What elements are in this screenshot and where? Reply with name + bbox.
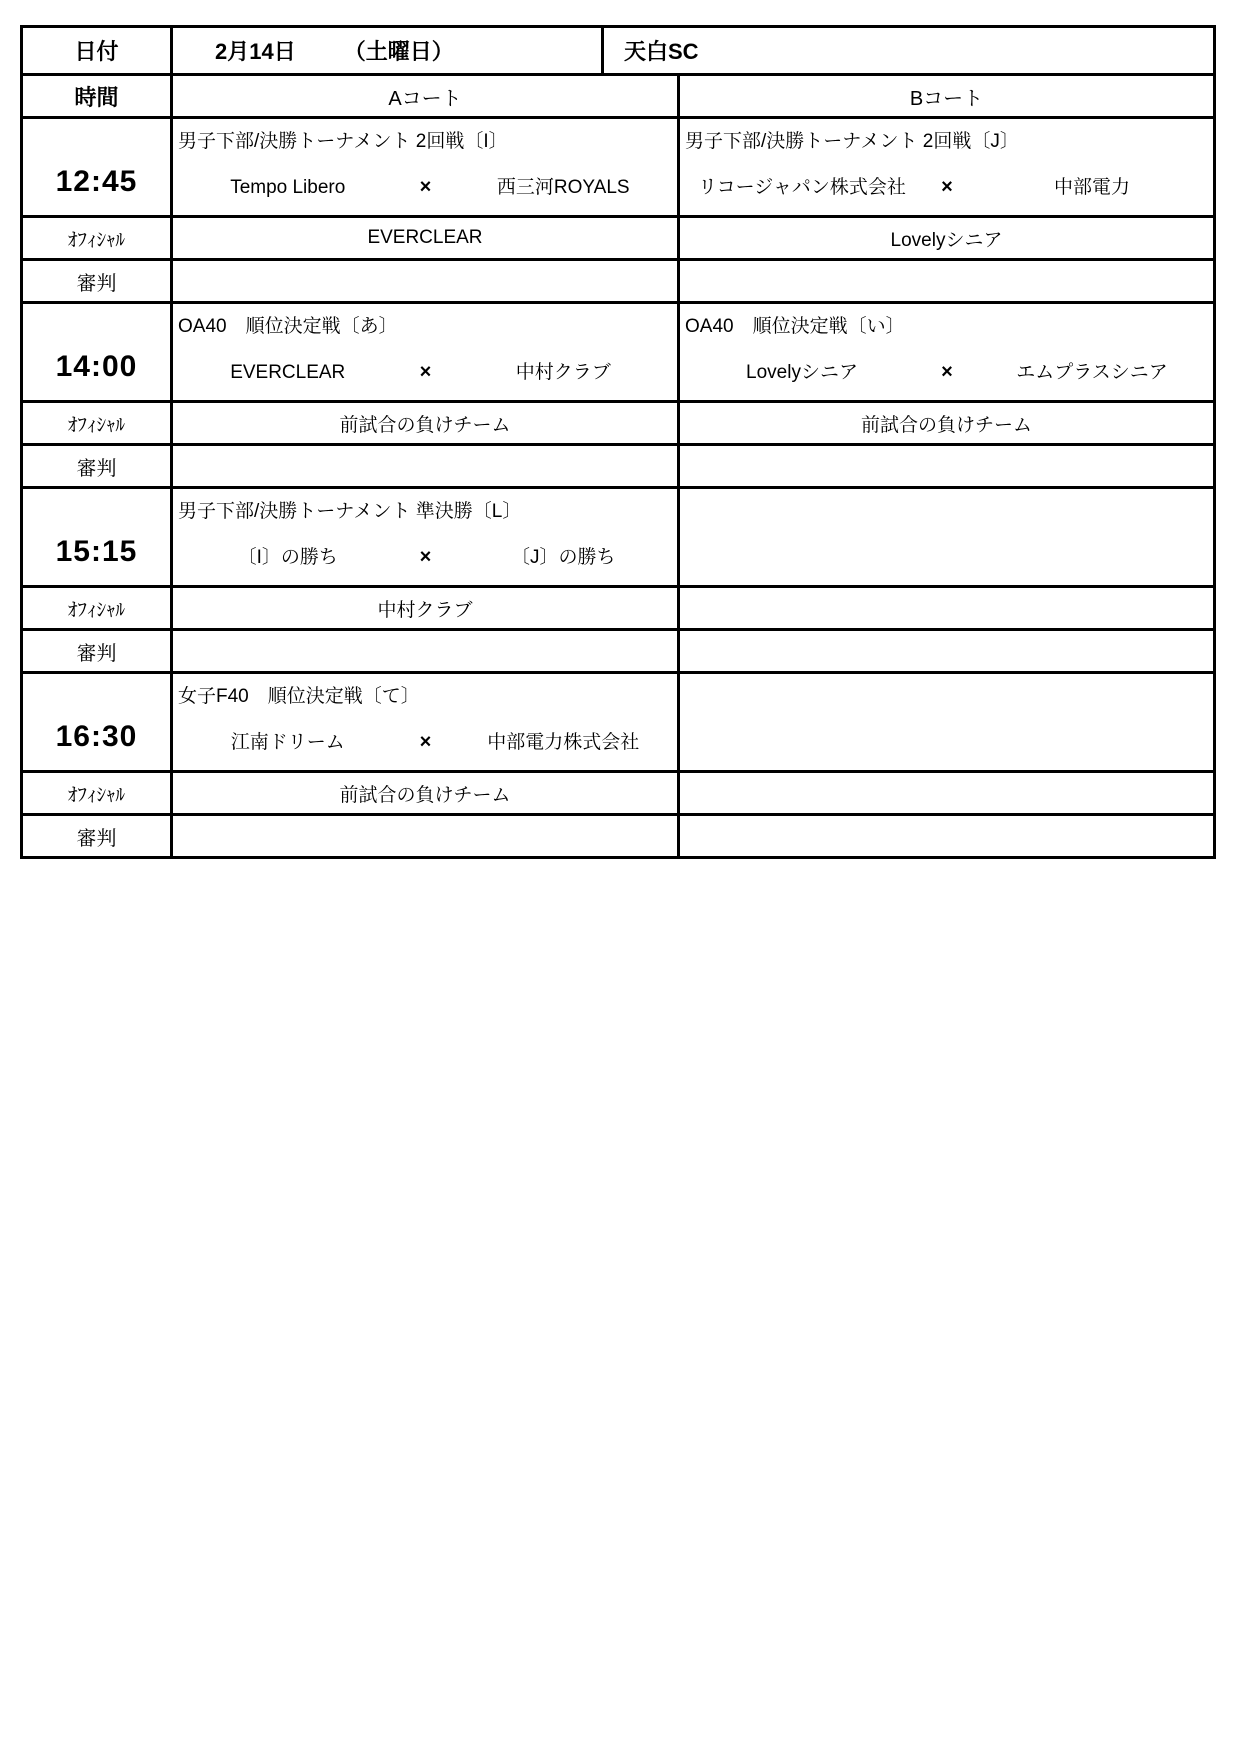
official-row [22,217,1215,260]
match-line [178,727,673,754]
team-name: 江南ドリーム [230,732,345,753]
referee-b [679,630,1215,673]
time-value: 15:15 [55,535,138,568]
match-cell-a [172,488,679,587]
match-title: 男子下部/決勝トーナメント 準決勝〔L〕 [178,501,522,522]
referee-a [172,260,679,303]
official-label: ｵﾌｨｼｬﾙ [22,217,172,260]
match-cell-b [679,118,1215,217]
time-cell [22,488,172,587]
official-b: Lovelyシニア [679,217,1215,260]
match-title: 女子F40 順位決定戦〔て〕 [178,686,420,707]
schedule-table [20,25,1216,859]
time-value: 14:00 [55,350,138,383]
versus-mark: × [419,361,432,383]
match-line [685,357,1209,384]
match-line [178,357,673,384]
team-name: 〔J〕の勝ち [510,547,616,568]
match-title: 男子下部/決勝トーナメント 2回戦〔I〕 [178,131,508,152]
versus-mark: × [419,546,432,568]
team-name: 中部電力 [1053,177,1130,198]
time-value: 16:30 [55,720,138,753]
versus-mark: × [941,361,953,383]
official-label: ｵﾌｨｼｬﾙ [22,587,172,630]
official-a: 中村クラブ [172,587,679,630]
match-cell-a [172,303,679,402]
venue-cell: 天白SC [603,27,1215,75]
official-label: ｵﾌｨｼｬﾙ [22,772,172,815]
match-cell-b [679,303,1215,402]
court-b-header: Bコート [679,75,1215,118]
team-name: 中村クラブ [515,362,611,383]
team-name: EVERCLEAR [230,362,346,383]
time-value: 12:45 [55,165,138,198]
referee-b [679,815,1215,858]
match-line [685,172,1209,199]
referee-label: 審判 [22,630,172,673]
team-name: リコージャパン株式会社 [698,177,906,198]
date-label: 日付 [22,27,172,75]
game-row [22,488,1215,587]
team-name: 西三河ROYALS [496,177,630,198]
court-a-header: Aコート [172,75,679,118]
official-row [22,587,1215,630]
team-name: エムプラスシニア [1016,362,1168,383]
referee-label: 審判 [22,815,172,858]
game-row [22,118,1215,217]
time-cell [22,673,172,772]
date-cell [172,27,603,75]
team-name: 〔I〕の勝ち [237,547,338,568]
header-date-row [22,27,1215,75]
referee-a [172,445,679,488]
official-a: EVERCLEAR [172,217,679,260]
official-b: 前試合の負けチーム [679,402,1215,445]
match-line [178,172,673,199]
referee-label: 審判 [22,260,172,303]
time-label: 時間 [22,75,172,118]
team-name: Tempo Libero [230,177,346,198]
referee-a [172,815,679,858]
official-b [679,587,1215,630]
team-name: Lovelyシニア [746,362,858,383]
referee-b [679,260,1215,303]
match-title: OA40 順位決定戦〔い〕 [685,316,905,337]
versus-mark: × [419,731,432,753]
date-value: 2月14日 [215,39,296,64]
time-cell [22,303,172,402]
match-cell-b [679,488,1215,587]
match-title: 男子下部/決勝トーナメント 2回戦〔J〕 [685,131,1019,152]
referee-b [679,445,1215,488]
header-court-row [22,75,1215,118]
official-row [22,402,1215,445]
referee-label: 審判 [22,445,172,488]
official-a: 前試合の負けチーム [172,772,679,815]
versus-mark: × [419,176,432,198]
official-a: 前試合の負けチーム [172,402,679,445]
day-of-week: （土曜日） [343,39,454,64]
referee-row [22,445,1215,488]
referee-a [172,630,679,673]
match-cell-b [679,673,1215,772]
game-row [22,673,1215,772]
referee-row [22,260,1215,303]
official-row [22,772,1215,815]
official-label: ｵﾌｨｼｬﾙ [22,402,172,445]
game-row [22,303,1215,402]
time-cell [22,118,172,217]
match-title: OA40 順位決定戦〔あ〕 [178,316,398,337]
versus-mark: × [941,176,953,198]
match-line [178,542,673,569]
match-cell-a [172,118,679,217]
match-cell-a [172,673,679,772]
team-name: 中部電力株式会社 [487,732,640,753]
referee-row [22,630,1215,673]
referee-row [22,815,1215,858]
official-b [679,772,1215,815]
